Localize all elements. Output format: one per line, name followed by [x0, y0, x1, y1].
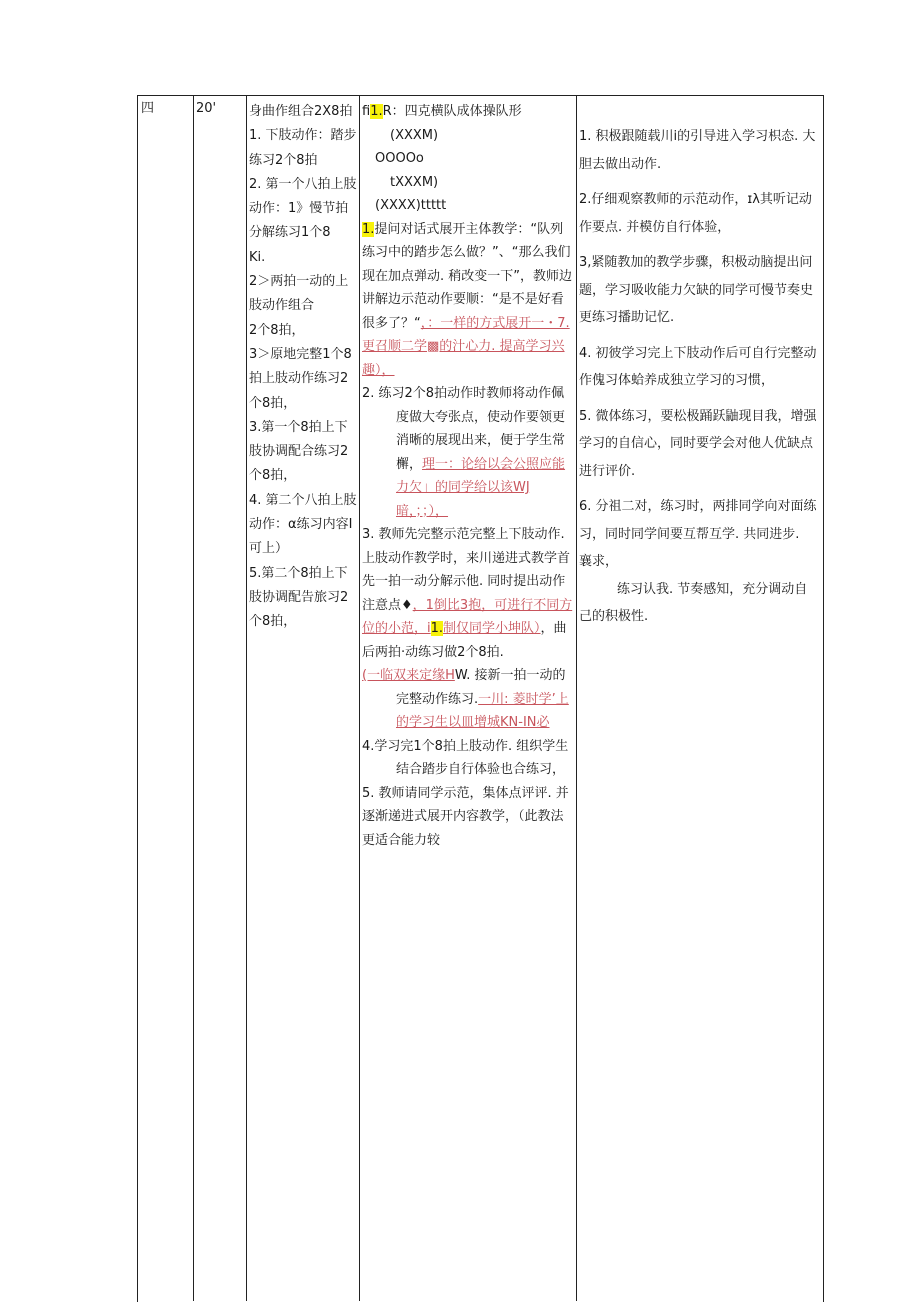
column-divider: [193, 95, 194, 1301]
teacher-step-5: 5. 教师请同学示范，集体点评评. 并逐渐递进式展开内容教学，（此教法更适合能力较: [362, 785, 569, 848]
student-item: 6. 分祖二对，练习时，两排同学向对面练习，同时同学间要互帮互学. 共同进步.: [579, 499, 817, 542]
student-item: 2.仔细观察教师的示范动作，ɪλ其听记动作要点. 并模仿自行体验，: [579, 192, 812, 235]
content-item: 2＞两拍一动的上肢动作组合: [249, 274, 349, 314]
student-item: 4. 初彼学习完上下肢动作后可自行完整动作傀习体蛤养成独立学习的习惯，: [579, 345, 817, 388]
teacher-step-4: 4.学习完1个8拍上肢动作. 组织学生结合踏步自行体验也合练习，: [362, 738, 569, 777]
annotation: 制仅同学小坤队）: [443, 621, 541, 636]
content-item: Ki.: [249, 249, 266, 265]
student-item: 1. 积极跟随载川i的引导进入学习枳态. 大胆去做出动作.: [579, 129, 816, 172]
content-column: [249, 100, 357, 635]
requirement-heading: 襄求，: [579, 554, 619, 569]
teacher-column: [362, 100, 575, 852]
teacher-step-1: 1.提问对话式展开主体教学：“队列练习中的踏步怎么做？”、“那么我们现在加点弹动. 稍改变一下”，教师边讲解边示范动作要顺：“是不是好看很多了？“，：一样的方式展开一・7.更召顺二学▩的汁心力. 提高学习兴趣），: [362, 221, 572, 378]
teacher-step-3: 3. 教师先完整示范完整上下肢动作. 上肢动作教学时，来川递进式教学首先一拍一动分解示他. 同时提出动作注意点♦，1倒比3抱，可进行不同方位的小范，i1.制仅同学小坤队），曲后两拍·动练习做2个8拍.: [362, 527, 573, 660]
content-item: 2个8拍，: [249, 322, 305, 338]
formation-line: (XXXM): [390, 127, 439, 143]
annotation: 理一：论给以会公照应能力欠」的同学给以该WJ 暗，；；），: [396, 456, 566, 519]
requirement-text: 练习认我. 节奏感知，充分调动自己的积极性.: [579, 581, 808, 624]
annotation: ，：一样的方式展开一・7.更召顺二学▩的汁心力. 提高学习兴趣），: [362, 315, 570, 378]
student-column: [579, 123, 819, 631]
content-item: 1. 下肢动作：踏步练习2个8拍: [249, 128, 357, 168]
column-divider: [246, 95, 247, 1301]
formation-line: tXXXM): [390, 174, 439, 190]
section-number: 四: [141, 101, 155, 116]
formation-line: (XXXX)ttttt: [375, 198, 447, 213]
teacher-step-2: 2. 练习2个8拍动作时教师将动作佩度做大夸张点，使动作要领更消晰的展现出来，便于学生常檞，理一：论给以会公照应能力欠」的同学给以该WJ 暗，；；），: [362, 386, 566, 519]
annotation: ，1倒比3抱，可进行不同方位的小范，i: [362, 597, 573, 636]
student-item: 3,紧随教加的教学步骤，积极动脑提出问题，学习吸收能力欠缺的同学可慢节奏史更练习播助记忆.: [579, 255, 814, 325]
teacher-step-3b: (一临双来定缘HW. 接新一拍一动的完整动作练习.一川: 菱时学’上的学习生以皿增城KN-IN必: [362, 668, 569, 730]
duration: 20': [196, 101, 217, 116]
content-item: 2. 第一个八拍上肢动作：1》慢节拍分解练习1个8: [249, 176, 357, 241]
content-item: 4. 第二个八拍上肢动作：α练习内容I可上）: [249, 492, 357, 557]
annotation: (一临双来定缘H: [362, 668, 455, 683]
formation-line: OOOOo: [375, 151, 424, 166]
content-item: 3.第一个8拍上下肢协调配合练习2个8拍，: [249, 419, 349, 484]
content-item: 身曲作组合2X8拍: [249, 104, 353, 119]
content-item: 3＞原地完整1个8拍上肢动作练习2个8拍，: [249, 346, 352, 411]
column-divider: [576, 95, 577, 1301]
column-divider: [359, 95, 360, 1301]
annotation: 一川: 菱时学’上的学习生以皿增城KN-IN必: [396, 691, 569, 730]
student-item: 5. 微体练习，要松极踊跃鼬现目我，增强学习的自信心，同时要学会对他人优缺点进行评价.: [579, 408, 817, 479]
content-item: 5.第二个8拍上下肢协调配告旅习2个8拍，: [249, 565, 349, 630]
formation-heading: fi1.R：四克横队成体操队形: [362, 104, 522, 119]
